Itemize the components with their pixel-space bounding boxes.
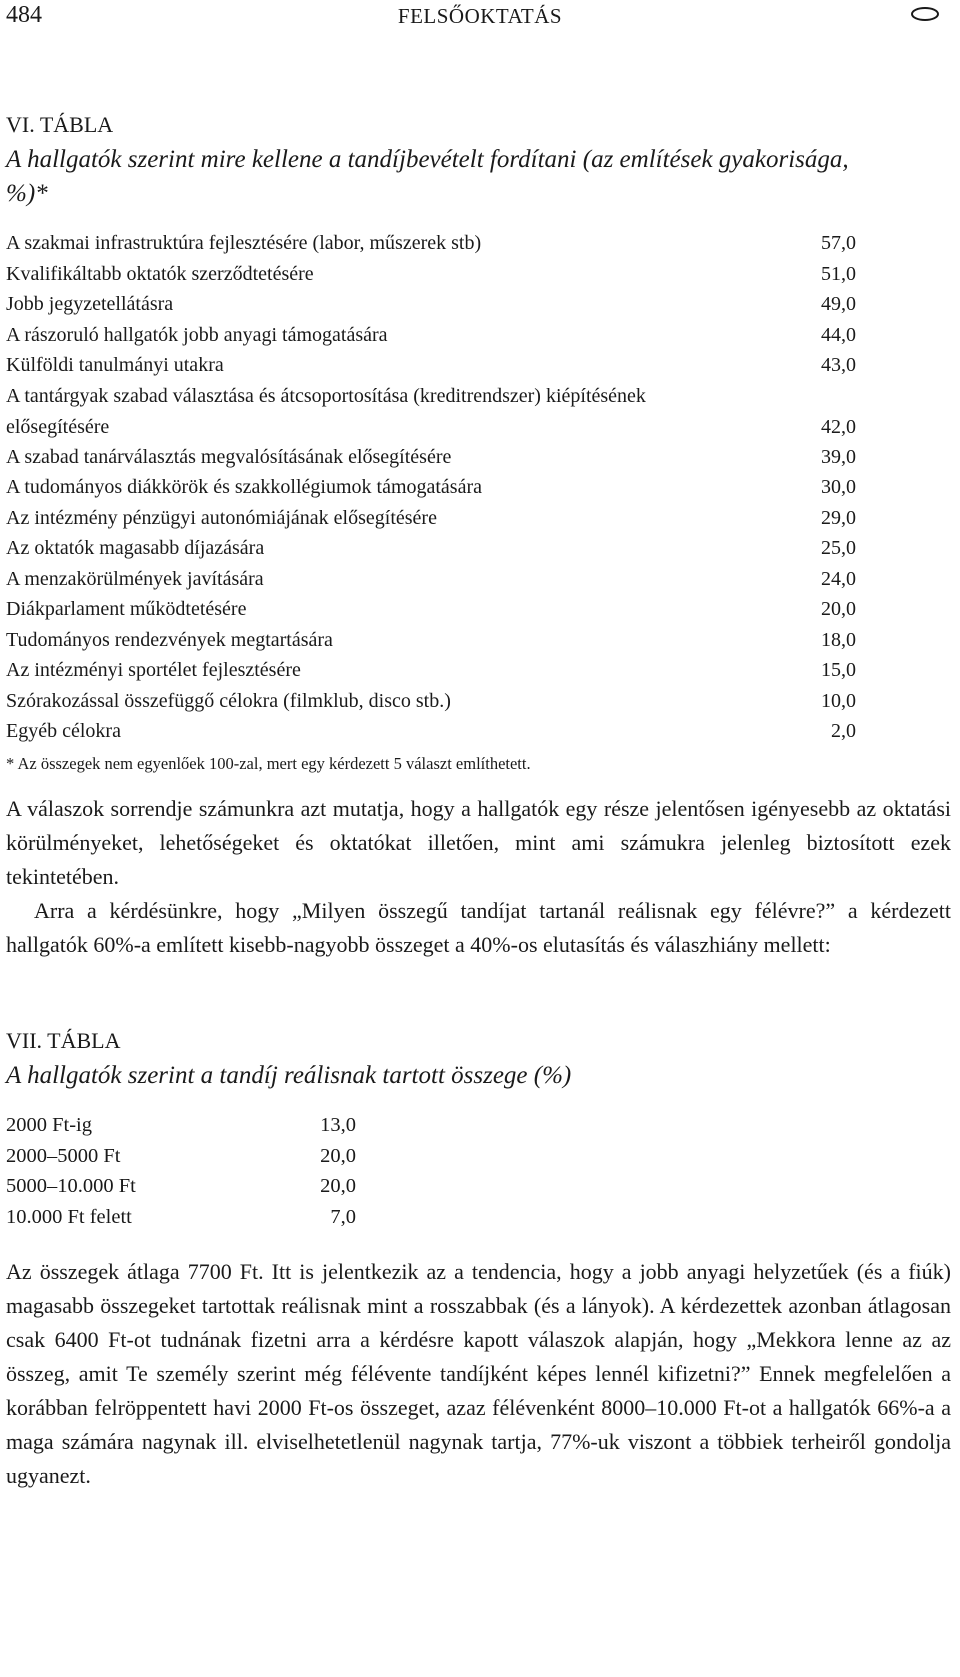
row-label: Az oktatók magasabb díjazására — [6, 537, 265, 559]
table-row — [6, 533, 856, 564]
table7-title: VII. TÁBLA — [6, 1028, 121, 1053]
row-label: 10.000 Ft felett — [6, 1205, 132, 1228]
table-row — [6, 625, 856, 656]
row-label: A szabad tanárválasztás megvalósításának elősegítésére — [6, 445, 452, 468]
row-label: Jobb jegyzetellátásra — [6, 293, 174, 315]
table-row — [6, 442, 856, 473]
row-value: 20,0 — [821, 598, 856, 620]
table7 — [6, 1110, 356, 1232]
table7-caption: A hallgatók szerint a tandíj reálisnak tartott összege (%) — [6, 1062, 572, 1089]
row-value: 24,0 — [821, 567, 856, 590]
row-value: 57,0 — [821, 232, 856, 254]
table6 — [6, 228, 856, 747]
row-label: 5000–10.000 Ft — [6, 1175, 136, 1197]
row-label: Az intézmény pénzügyi autonómiájának elősegítésére — [6, 506, 437, 529]
row-label: Szórakozással összefüggő célokra (filmklub, disco stb.) — [6, 689, 451, 712]
row-value: 13,0 — [320, 1114, 356, 1136]
row-value: 49,0 — [821, 293, 856, 315]
row-label: Az intézményi sportélet fejlesztésére — [6, 659, 301, 681]
table-row — [6, 503, 856, 534]
table-row — [6, 472, 856, 503]
table-row — [6, 1110, 356, 1141]
row-label: A tudományos diákkörök és szakkollégiumok támogatására — [6, 476, 483, 498]
row-label: Egyéb célokra — [6, 720, 121, 742]
row-label: A menzakörülmények javítására — [6, 567, 264, 590]
table-row — [6, 655, 856, 686]
row-value: 7,0 — [330, 1205, 356, 1228]
table-row — [6, 564, 856, 595]
table-row — [6, 259, 856, 290]
row-label: A tantárgyak szabad választása és átcsoportosítása (kreditrendszer) kiépítésének elősegítésére — [6, 384, 646, 438]
table-row — [6, 289, 856, 320]
body-text-2: Az összegek átlaga 7700 Ft. Itt is jelentkezik az a tendencia, hogy a jobb anyagi helyzetűek (és a fiúk) magasabb összegeket tartottak reálisnak mint a rosszabbak (és a lányok). A kérdezettek azonban átlagosan csak 6400 Ft-ot tudnának fizetni arra a kérdésre kapott válaszok alapján, hogy „Mekkora lenne az az összeg, amit Te személy szerint még félévente tandíjként képes lennél kifizetni?” Ennek megfelelően a korábban felröppentett havi 2000 Ft-os összeget, azaz félévenként 8000–10.000 Ft-ot a hallgatók 66%-a a maga számára nagynak ill. elviselhetetlenül nagynak tartja, 77%-uk viszont a többiek terheiről gondolja ugyanezt. — [6, 1259, 951, 1488]
table6-title: VI. TÁBLA — [6, 112, 114, 137]
page-number: 484 — [6, 2, 42, 28]
table6-footnote: * Az összegek nem egyenlőek 100-zal, mert egy kérdezett 5 választ említhetett. — [6, 754, 531, 773]
row-value: 29,0 — [821, 506, 856, 529]
row-value: 10,0 — [821, 689, 856, 712]
table-row — [6, 686, 856, 717]
row-value: 2,0 — [831, 720, 856, 742]
row-label: A rászoruló hallgatók jobb anyagi támogatására — [6, 323, 388, 346]
table-row — [6, 594, 856, 625]
row-value: 20,0 — [320, 1144, 356, 1167]
row-value: 42,0 — [821, 415, 856, 438]
table-row — [6, 1202, 356, 1233]
row-label: A szakmai infrastruktúra fejlesztésére (labor, műszerek stb) — [6, 232, 482, 254]
row-value: 20,0 — [320, 1175, 356, 1197]
paragraph: Arra a kérdésünkre, hogy „Milyen összegű tandíjat tartanál reálisnak egy félévre?” a kérdezett hallgatók 60%-a említett kisebb-nagyobb összeget a 40%-os elutasítás és válaszhiány mellett: — [6, 898, 951, 957]
row-label: Kvalifikáltabb oktatók szerződtetésére — [6, 262, 314, 285]
table-row — [6, 1171, 356, 1202]
row-value: 39,0 — [821, 445, 856, 468]
row-value: 30,0 — [821, 476, 856, 498]
row-value: 25,0 — [821, 537, 856, 559]
row-label: Diákparlament működtetésére — [6, 598, 247, 620]
row-value: 18,0 — [821, 628, 856, 651]
body-text-1 — [6, 792, 951, 962]
row-label: Külföldi tanulmányi utakra — [6, 354, 224, 376]
table-row — [6, 228, 856, 259]
table-row — [6, 381, 856, 442]
table6-caption: A hallgatók szerint mire kellene a tandíjbevételt fordítani (az említések gyakorisága, %)* — [6, 146, 849, 207]
oval-logo-icon — [910, 6, 940, 22]
row-value: 15,0 — [821, 659, 856, 681]
table-row — [6, 350, 856, 381]
row-label: 2000 Ft-ig — [6, 1114, 92, 1136]
table-row — [6, 716, 856, 747]
page-header — [0, 0, 960, 40]
row-label: 2000–5000 Ft — [6, 1144, 121, 1167]
paragraph: A válaszok sorrendje számunkra azt mutatja, hogy a hallgatók egy része jelentősen igényesebb az oktatási körülményeket, lehetőségeket és oktatókat illetően, mint ami számukra jelenleg biztosított ezek tekintetében. — [6, 796, 951, 889]
running-title: FELSŐOKTATÁS — [397, 4, 563, 28]
table-row — [6, 320, 856, 351]
table-row — [6, 1141, 356, 1172]
row-label: Tudományos rendezvények megtartására — [6, 628, 333, 651]
row-value: 43,0 — [821, 354, 856, 376]
row-value: 51,0 — [821, 262, 856, 285]
row-value: 44,0 — [821, 323, 856, 346]
